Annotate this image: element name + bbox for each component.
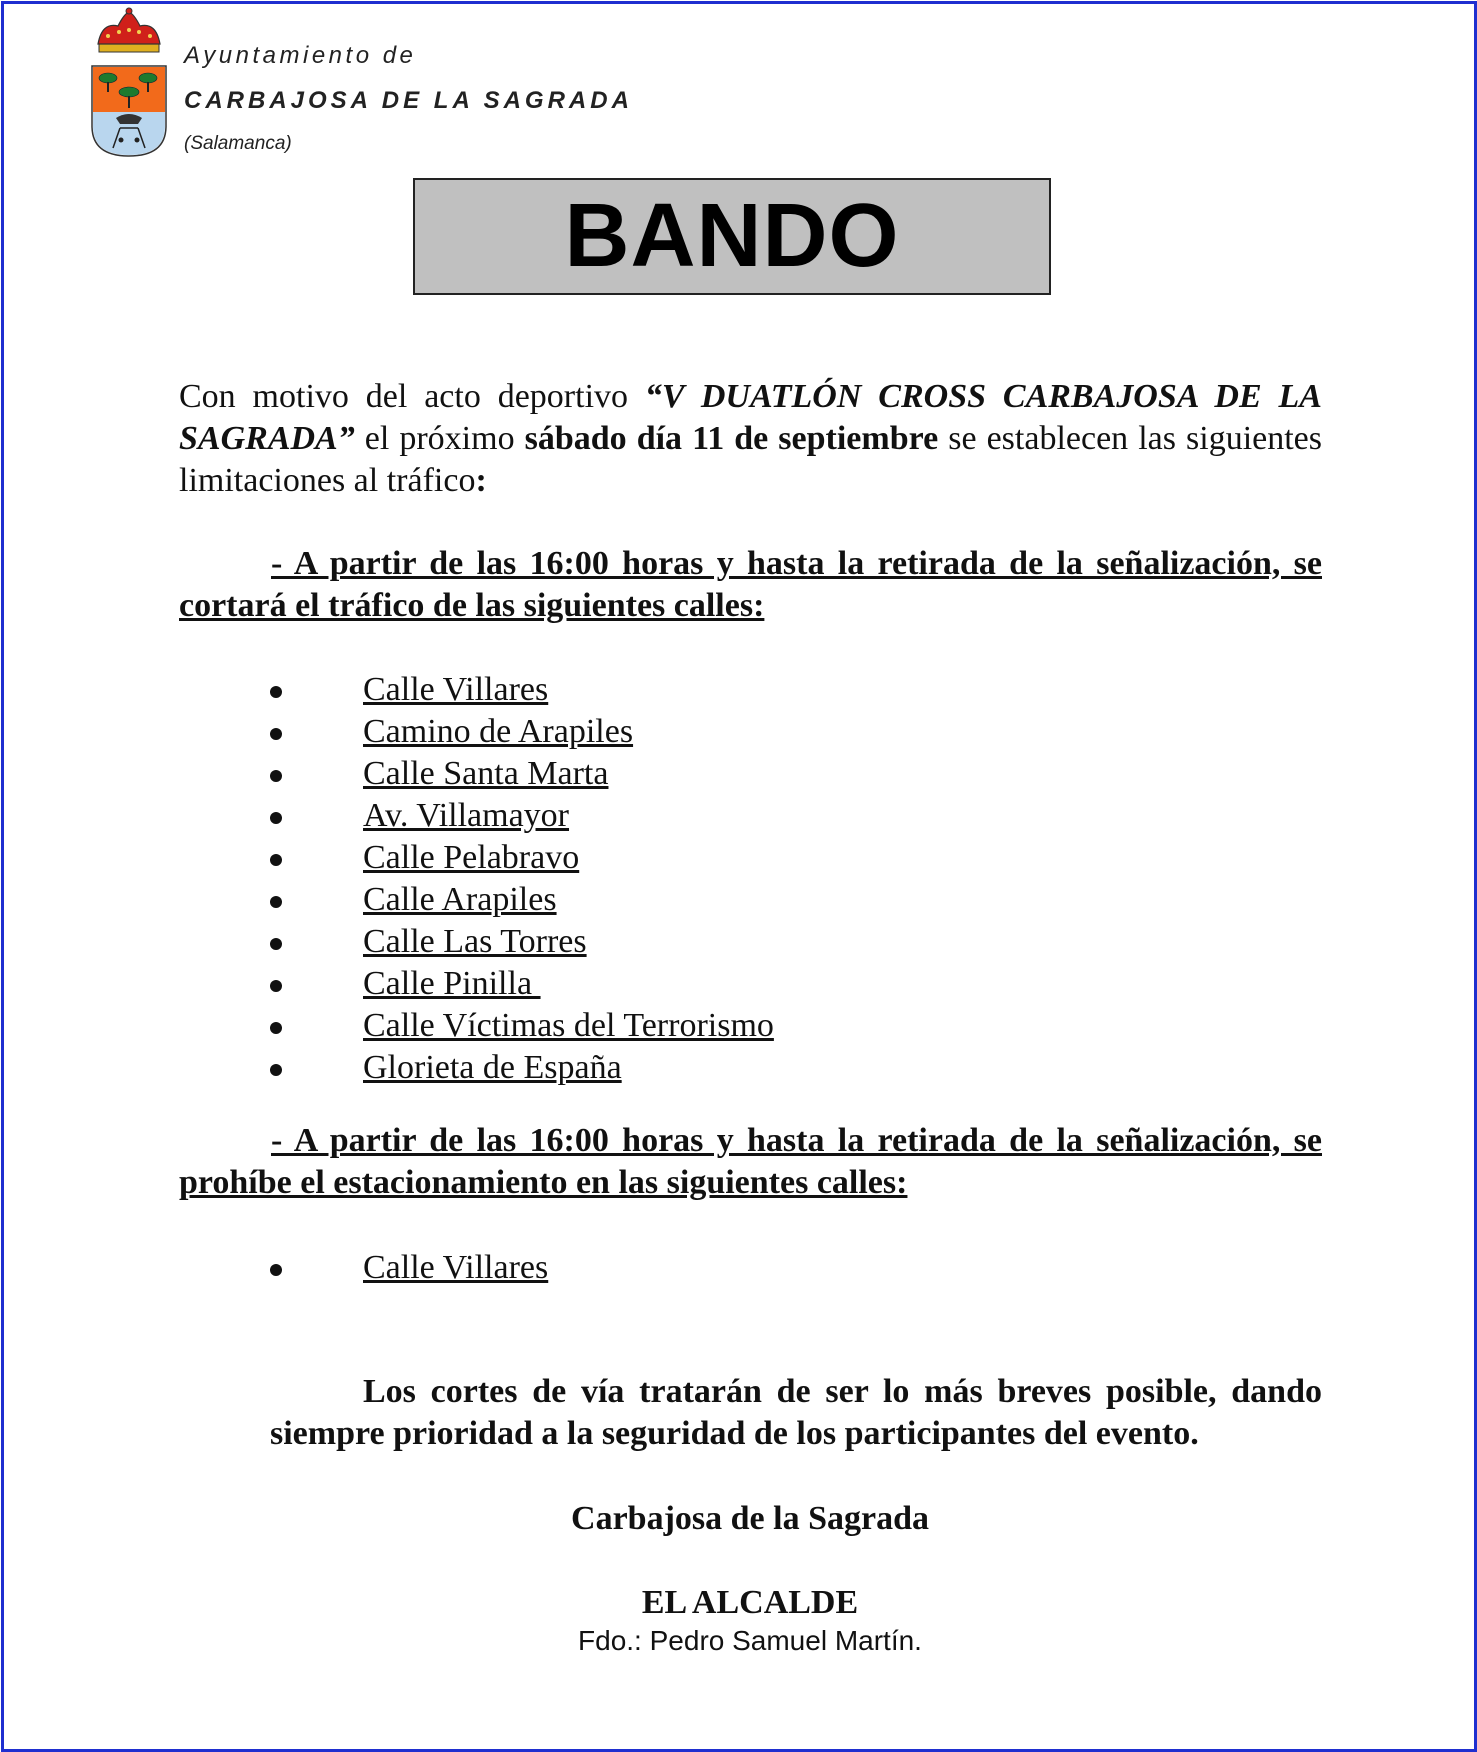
page-title: BANDO (413, 178, 1051, 295)
street-name: Calle Pelabravo (363, 839, 580, 876)
signature-place: Carbajosa de la Sagrada (571, 1500, 929, 1537)
street-name: Calle Pinilla (363, 965, 541, 1002)
closing-text: Los cortes de vía tratarán de ser lo más breves posible, dando siempre prioridad a la seguridad de los participantes del evento. (270, 1373, 1322, 1452)
traffic-cut-street-list (270, 669, 774, 1089)
street-name: Av. Villamayor (363, 797, 570, 834)
list-item (270, 837, 774, 879)
list-item (270, 1005, 774, 1047)
bullet-icon (270, 1064, 282, 1076)
intro-text-3: se establecen las siguientes limitaciones al tráfico (179, 420, 1322, 499)
street-name: Calle Las Torres (363, 923, 587, 960)
header-line-ayuntamiento: Ayuntamiento de (184, 42, 417, 69)
event-date: sábado día 11 de septiembre (524, 420, 939, 457)
intro-text-2: el próximo (354, 420, 525, 457)
bullet-icon (270, 812, 282, 824)
list-item (270, 795, 774, 837)
street-name: Calle Villares (363, 1249, 549, 1286)
bullet-icon (270, 980, 282, 992)
street-name: Calle Arapiles (363, 881, 557, 918)
list-item (270, 963, 774, 1005)
header-line-province: (Salamanca) (184, 133, 292, 154)
bullet-icon (270, 896, 282, 908)
bullet-icon (270, 728, 282, 740)
list-item (270, 1047, 774, 1089)
list-item (270, 921, 774, 963)
list-item (270, 711, 774, 753)
closing-paragraph (270, 1371, 1322, 1455)
section-parking-ban-text: - A partir de las 16:00 horas y hasta la retirada de la señalización, se prohíbe el estacionamiento en las siguientes calles: (179, 1122, 1322, 1201)
signature-name: Fdo.: Pedro Samuel Martín. (578, 1625, 922, 1656)
street-name: Glorieta de España (363, 1049, 622, 1086)
bullet-icon (270, 686, 282, 698)
parking-ban-street-list (270, 1247, 548, 1289)
signature-role: EL ALCALDE (641, 1584, 859, 1621)
coat-of-arms-icon (88, 6, 170, 158)
list-item (270, 669, 774, 711)
street-name: Calle Víctimas del Terrorismo (363, 1007, 774, 1044)
bullet-icon (270, 938, 282, 950)
header-line-municipality: CARBAJOSA DE LA SAGRADA (184, 87, 633, 114)
event-name: “V DUATLÓN CROSS CARBAJOSA DE LA SAGRADA” (179, 378, 1322, 457)
intro-paragraph (179, 376, 1322, 502)
list-item (270, 1247, 548, 1289)
bullet-icon (270, 854, 282, 866)
street-name: Calle Villares (363, 671, 549, 708)
intro-colon: : (475, 462, 487, 499)
bullet-icon (270, 1022, 282, 1034)
section-parking-ban-heading (179, 1120, 1322, 1204)
street-name: Calle Santa Marta (363, 755, 609, 792)
list-item (270, 879, 774, 921)
bullet-icon (270, 770, 282, 782)
section-traffic-cut-text: - A partir de las 16:00 horas y hasta la retirada de la señalización, se cortará el tráfico de las siguientes calles: (179, 545, 1322, 624)
section-traffic-cut-heading (179, 543, 1322, 627)
street-name: Camino de Arapiles (363, 713, 634, 750)
intro-text-1: Con motivo del acto deportivo (179, 378, 645, 415)
list-item (270, 753, 774, 795)
bullet-icon (270, 1264, 282, 1276)
